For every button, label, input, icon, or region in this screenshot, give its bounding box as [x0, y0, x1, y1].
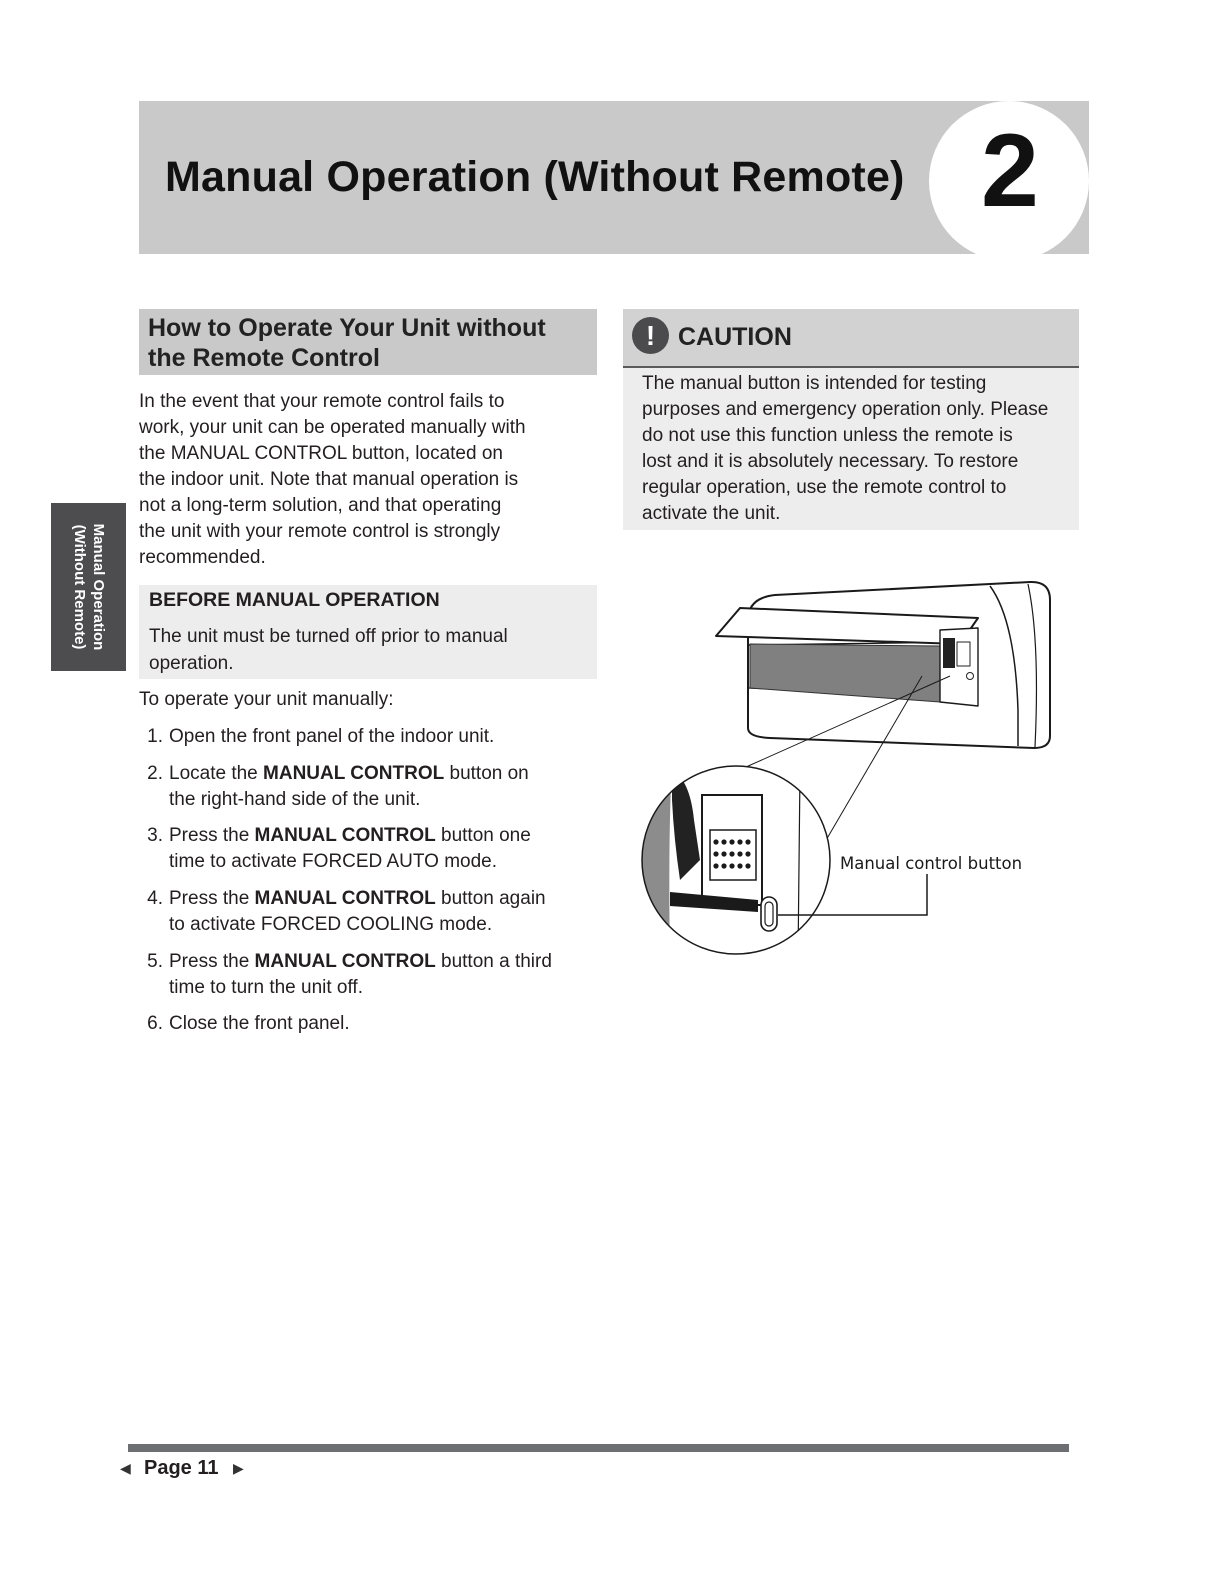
- intro-line: the MANUAL CONTROL button, located on: [139, 443, 503, 464]
- step-text: [169, 823, 531, 875]
- intro-line: In the event that your remote control fails to: [139, 391, 505, 412]
- caution-line: lost and it is absolutely necessary. To restore: [642, 451, 1019, 472]
- step-text: [169, 1011, 350, 1037]
- before-operation-line: The unit must be turned off prior to manual: [149, 626, 508, 647]
- step-line: [169, 886, 546, 912]
- section-heading-line: How to Operate Your Unit without: [148, 314, 546, 342]
- triangle-left-icon[interactable]: ◀: [120, 1460, 131, 1476]
- step-text-part: Open the front panel of the indoor unit.: [169, 726, 495, 747]
- side-tab-line: (Without Remote): [70, 524, 88, 650]
- before-operation-text: [149, 623, 508, 677]
- before-operation-title: BEFORE MANUAL OPERATION: [149, 589, 440, 611]
- caution-text: [642, 371, 1048, 527]
- caution-line: purposes and emergency operation only. Please: [642, 399, 1049, 420]
- chapter-number-circle: [929, 101, 1089, 254]
- step-number: 4.: [147, 888, 163, 909]
- caution-header: [623, 309, 1079, 368]
- step-line: [169, 823, 531, 849]
- before-operation-line: operation.: [149, 653, 234, 674]
- step-line: to activate FORCED COOLING mode.: [169, 914, 493, 935]
- side-tab-label: [70, 524, 108, 651]
- exclamation-icon: !: [632, 317, 669, 354]
- step-text-part: button a third: [435, 951, 552, 972]
- intro-line: not a long-term solution, and that operating: [139, 495, 502, 516]
- step-line: [169, 949, 552, 975]
- intro-line: the unit with your remote control is strongly: [139, 521, 501, 542]
- manual-control-term: MANUAL CONTROL: [254, 888, 436, 909]
- intro-line: recommended.: [139, 547, 266, 568]
- step-line: [169, 724, 494, 750]
- step-line: time to turn the unit off.: [169, 977, 363, 998]
- step-text-part: button one: [435, 825, 531, 846]
- page-number: Page 11: [144, 1457, 219, 1479]
- step-text-part: Press the: [169, 951, 255, 972]
- section-heading: [139, 309, 597, 375]
- caution-line: The manual button is intended for testing: [642, 373, 987, 394]
- step-text-part: Locate the: [169, 763, 264, 784]
- step-number: 5.: [147, 951, 163, 972]
- chapter-title: Manual Operation (Without Remote): [165, 153, 905, 201]
- step-text-part: Close the front panel.: [169, 1013, 350, 1034]
- caution-line: regular operation, use the remote control to: [642, 477, 1007, 498]
- chapter-banner: [139, 101, 1089, 254]
- step-line: [169, 761, 529, 787]
- step-text-part: button on: [444, 763, 529, 784]
- step-text-part: Press the: [169, 888, 255, 909]
- before-operation-box: [139, 585, 597, 679]
- step-line: [169, 1011, 350, 1037]
- step-text-part: button again: [435, 888, 546, 909]
- step-number: 1.: [147, 726, 163, 747]
- section-heading-text: [148, 313, 546, 373]
- step-number: 6.: [147, 1013, 163, 1034]
- triangle-right-icon[interactable]: ▶: [233, 1460, 244, 1476]
- side-tab-line: Manual Operation: [89, 523, 107, 651]
- step-text: [169, 761, 529, 813]
- step-text: [169, 886, 546, 938]
- section-heading-line: the Remote Control: [148, 344, 380, 372]
- manual-control-term: MANUAL CONTROL: [254, 951, 436, 972]
- step-line: the right-hand side of the unit.: [169, 789, 421, 810]
- intro-paragraph: [139, 389, 597, 571]
- side-tab: [51, 503, 126, 671]
- indoor-unit-illustration: [630, 560, 1080, 970]
- steps-intro: To operate your unit manually:: [139, 689, 394, 710]
- manual-control-term: MANUAL CONTROL: [263, 763, 445, 784]
- caution-line: activate the unit.: [642, 503, 781, 524]
- caution-line: do not use this function unless the remote is: [642, 425, 1013, 446]
- footer-rule: [128, 1444, 1069, 1452]
- intro-line: work, your unit can be operated manually with: [139, 417, 526, 438]
- step-number: 3.: [147, 825, 163, 846]
- caution-title: CAUTION: [678, 323, 792, 351]
- step-text-part: Press the: [169, 825, 255, 846]
- step-text: [169, 724, 494, 750]
- chapter-number: 2: [981, 113, 1039, 229]
- step-line: time to activate FORCED AUTO mode.: [169, 851, 498, 872]
- step-number: 2.: [147, 763, 163, 784]
- manual-control-button-label: Manual control button: [840, 854, 1023, 873]
- intro-line: the indoor unit. Note that manual operation is: [139, 469, 519, 490]
- manual-control-term: MANUAL CONTROL: [254, 825, 436, 846]
- step-text: [169, 949, 552, 1001]
- caution-box: [623, 368, 1079, 530]
